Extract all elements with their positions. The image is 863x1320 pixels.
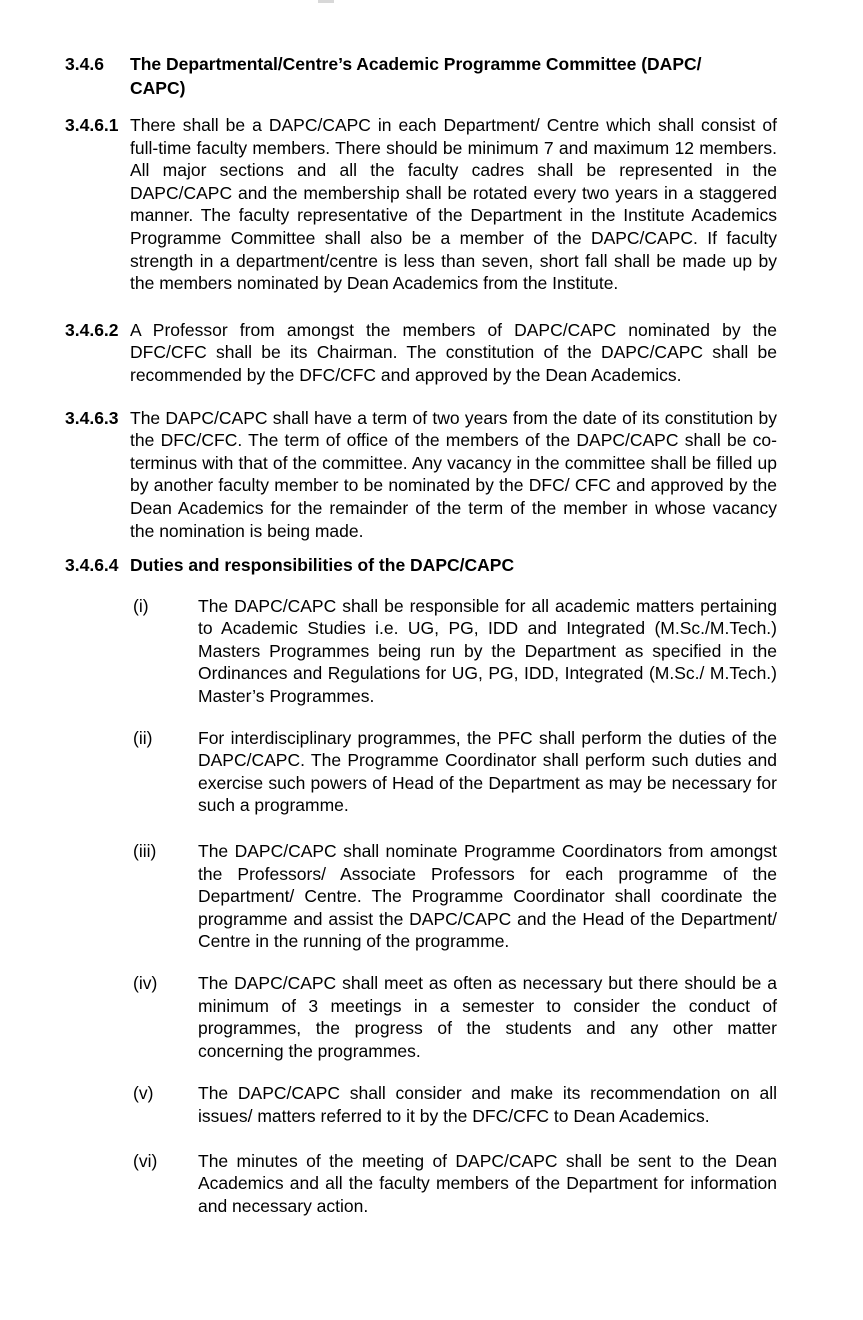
clause-number: 3.4.6.3 bbox=[65, 407, 119, 428]
duty-text: The DAPC/CAPC shall meet as often as necessary but there should be a minimum of 3 meetings in a semester to consider the conduct of programmes, the progress of the students and any other matter concerning the programmes. bbox=[198, 973, 777, 1061]
duty-label: (ii) bbox=[133, 727, 153, 748]
duty-item-vi bbox=[130, 1150, 777, 1218]
clause-number: 3.4.6.1 bbox=[65, 115, 119, 135]
duty-item-iii bbox=[130, 840, 777, 953]
duty-label: (iv) bbox=[133, 973, 158, 993]
duty-item-i bbox=[130, 595, 777, 708]
duty-item-iv bbox=[130, 972, 777, 1062]
duty-label: (vi) bbox=[133, 1150, 158, 1171]
duty-text: The DAPC/CAPC shall nominate Programme Coordinators from amongst the Professors/ Associate Professors for each programme of the Department/ Centre. The Programme Coordinator shall coordinate the programme and assist the DAPC/CAPC and the Head of the Department/ Centre in the running of the programme. bbox=[198, 841, 777, 952]
clause-3-4-6-1 bbox=[65, 114, 777, 295]
duty-text: The DAPC/CAPC shall consider and make its recommendation on all issues/ matters referred to it by the DFC/CFC to Dean Academics. bbox=[198, 1083, 777, 1126]
clause-text: A Professor from amongst the members of DAPC/CAPC nominated by the DFC/CFC shall be its Chairman. The constitution of the DAPC/CAPC shall be recommended by the DFC/CFC and approved by the Dean Academics. bbox=[130, 319, 777, 385]
section-heading bbox=[65, 52, 777, 100]
duty-text: The DAPC/CAPC shall be responsible for all academic matters pertaining to Academic Studies i.e. UG, PG, IDD and Integrated (M.Sc./M.Tech.) Masters Programmes being run by the Department as specified in the Ordinances and Regulations for UG, PG, IDD, Integrated (M.Sc./ M.Tech.) Master’s Programmes. bbox=[198, 595, 777, 707]
clause-3-4-6-3 bbox=[65, 407, 777, 543]
clause-3-4-6-4-heading bbox=[65, 554, 777, 577]
section-title: The Departmental/Centre’s Academic Programme Committee (DAPC/ CAPC) bbox=[130, 54, 702, 98]
duty-text: For interdisciplinary programmes, the PFC shall perform the duties of the DAPC/CAPC. The Programme Coordinator shall perform such duties and exercise such powers of Head of the Department as may be necessary for such a programme. bbox=[198, 727, 777, 816]
clause-text: There shall be a DAPC/CAPC in each Department/ Centre which shall consist of full-time faculty members. There should be minimum 7 and maximum 12 members. All major sections and all the faculty cadres shall be represented in the DAPC/CAPC and the membership shall be rotated every two years in a staggered manner. The faculty representative of the Department in the Institute Academics Programme Committee shall also be a member of the DAPC/CAPC. If faculty strength in a department/centre is less than seven, short fall shall be made up by the members nominated by Dean Academics from the Institute. bbox=[130, 115, 777, 294]
clause-number: 3.4.6.4 bbox=[65, 555, 119, 576]
duty-label: (iii) bbox=[133, 841, 157, 862]
clause-text: The DAPC/CAPC shall have a term of two years from the date of its constitution by the DFC/CFC. The term of office of the members of the DAPC/CAPC shall be co-terminus with that of the committee. Any vacancy in the committee shall be filled up by another faculty member to be nominated by the DFC/ CFC and approved by the Dean Academics for the remainder of the term of the member in whose vacancy the nomination is being made. bbox=[130, 407, 777, 541]
duty-label: (i) bbox=[133, 595, 149, 616]
page-top-scan-artifact bbox=[318, 0, 334, 3]
clause-heading-text: Duties and responsibilities of the DAPC/CAPC bbox=[130, 555, 515, 576]
duty-item-v bbox=[130, 1082, 777, 1127]
section-number: 3.4.6 bbox=[65, 54, 104, 74]
clause-number: 3.4.6.2 bbox=[65, 319, 119, 340]
clause-3-4-6-2 bbox=[65, 319, 777, 387]
duty-label: (v) bbox=[133, 1083, 154, 1104]
duty-text: The minutes of the meeting of DAPC/CAPC shall be sent to the Dean Academics and all the faculty members of the Department for information and necessary action. bbox=[198, 1150, 777, 1216]
duty-item-ii bbox=[130, 727, 777, 817]
